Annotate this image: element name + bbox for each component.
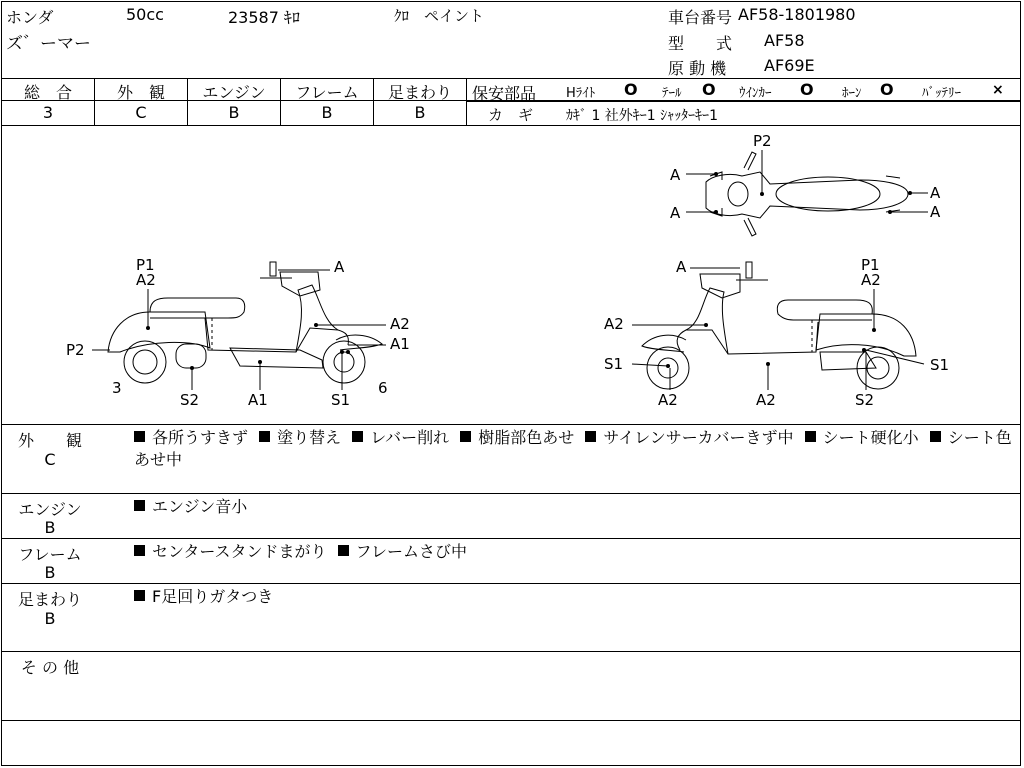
grade-frame-value: B (321, 103, 333, 122)
grade-engine-label: エンジン (202, 83, 266, 102)
safety-tail-mark: O (702, 80, 716, 99)
right-label-p1: P1 (861, 256, 880, 274)
comment-exterior-items (134, 427, 1014, 471)
right-label-s1-left: S1 (604, 355, 624, 373)
comment-exterior-grade: C (44, 450, 56, 469)
grade-frame-label: フレーム (295, 83, 359, 102)
top-label-p2: P2 (753, 132, 772, 150)
right-label-a2-bottom-left: A2 (658, 391, 678, 409)
grade-exterior-label: 外 観 (116, 83, 165, 102)
comment-engine-items (134, 496, 1014, 518)
comment-item: F足回りガタつき (152, 587, 274, 606)
left-label-a-handle: A (334, 258, 345, 276)
comment-suspension-items (134, 586, 1014, 608)
right-label-a2-top: A2 (861, 271, 881, 289)
comment-other-label: そ の 他 (20, 658, 80, 677)
comment-engine-label: エンジン (18, 500, 82, 519)
chassis-value: AF58-1801980 (738, 5, 856, 24)
safety-winker-mark: O (800, 80, 814, 99)
displacement: 50cc (126, 5, 164, 24)
grade-total-value: 3 (42, 103, 54, 122)
comment-suspension-label: 足まわり (17, 590, 82, 609)
type-label: 型 式 (668, 34, 733, 53)
engine-value: AF69E (764, 56, 815, 75)
safety-battery-name: ﾊﾞｯﾃﾘｰ (922, 86, 961, 101)
safety-headlight-mark: O (624, 80, 638, 99)
left-label-6: 6 (378, 379, 388, 397)
left-label-a2-right: A2 (390, 315, 410, 333)
safety-winker-name: ｳｲﾝｶｰ (739, 86, 772, 101)
comment-item: シート硬化小 (822, 428, 919, 447)
safety-horn-name: ﾎｰﾝ (842, 86, 862, 101)
safety-headlight-name: Hﾗｲﾄ (566, 86, 596, 101)
mileage: 23587 ｷﾛ (228, 8, 300, 27)
engine-label: 原 動 機 (668, 59, 727, 78)
left-label-a1-bottom: A1 (248, 391, 268, 409)
maker: ホンダ (6, 8, 54, 27)
comment-item: 塗り替え (277, 428, 342, 447)
grade-suspension-value: B (414, 103, 426, 122)
top-label-a-tl: A (670, 166, 681, 184)
safety-label: 保安部品 (472, 84, 537, 103)
left-label-a1-right: A1 (390, 335, 410, 353)
right-label-a-handle: A (676, 258, 687, 276)
comment-item: センタースタンドまがり (152, 542, 327, 561)
top-view-scooter (706, 152, 908, 236)
key-value: ｶｷﾞ 1 社外ｷｰ1 ｼｬｯﾀｰｷｰ1 (566, 108, 719, 124)
comment-item: 各所うすきず (152, 428, 249, 447)
comment-item: フレームさび中 (355, 542, 468, 561)
comment-item: サイレンサーカバーきず中 (603, 428, 794, 447)
left-label-s1: S1 (331, 391, 351, 409)
right-label-s1-right: S1 (930, 356, 950, 374)
safety-battery-mark: × (992, 82, 1004, 98)
comment-exterior-label: 外 観 (17, 431, 82, 450)
left-label-a2-top: A2 (136, 271, 156, 289)
safety-horn-mark: O (880, 80, 894, 99)
comment-frame-items (134, 541, 1014, 563)
comment-item: レバー削れ (370, 428, 450, 447)
comment-item: 樹脂部色あせ (478, 428, 575, 447)
left-label-p1: P1 (136, 256, 155, 274)
safety-tail-name: ﾃｰﾙ (662, 86, 682, 101)
color: ｸﾛ ペイント (394, 7, 485, 25)
key-label: カ ギ (488, 106, 534, 124)
right-label-s2: S2 (855, 391, 875, 409)
comment-item: エンジン音小 (152, 497, 248, 516)
grade-engine-value: B (228, 103, 240, 122)
comment-suspension-grade: B (44, 609, 56, 628)
right-label-a2-bottom-mid: A2 (756, 391, 776, 409)
comment-engine-grade: B (44, 518, 56, 537)
grade-suspension-label: 足まわり (387, 83, 452, 102)
left-label-p2: P2 (66, 341, 85, 359)
left-label-s2: S2 (180, 391, 200, 409)
top-label-a-tr: A (930, 184, 941, 202)
type-value: AF58 (764, 31, 805, 50)
comment-frame-label: フレーム (18, 545, 82, 564)
comment-frame-grade: B (44, 563, 56, 582)
top-label-a-br: A (930, 203, 941, 221)
grade-total-label: 総 合 (23, 83, 72, 102)
model-name: ズ゛ーマー (6, 34, 91, 54)
left-label-3: 3 (112, 379, 122, 397)
right-label-a2-left: A2 (604, 315, 624, 333)
grade-exterior-value: C (135, 103, 147, 122)
comment-item: シート色あせ中 (134, 428, 1012, 469)
chassis-label: 車台番号 (668, 8, 733, 27)
top-label-a-bl: A (670, 204, 681, 222)
